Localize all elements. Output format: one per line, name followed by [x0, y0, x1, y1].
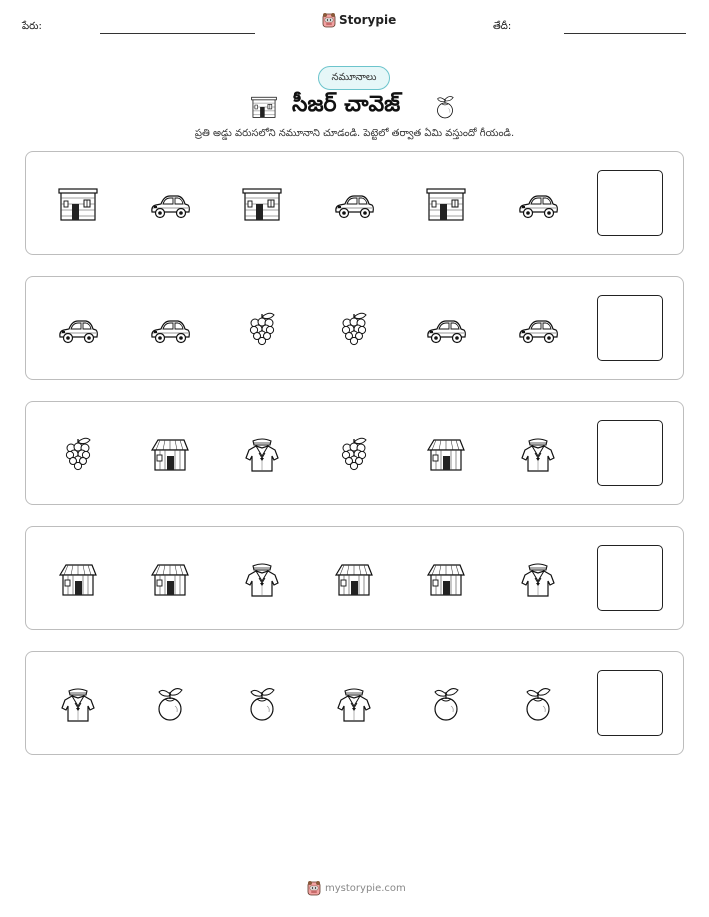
building-icon: [240, 184, 284, 224]
pattern-row: [25, 151, 684, 255]
mascot-icon: [307, 880, 321, 896]
tomato-icon: [148, 684, 192, 724]
brand-name: Storypie: [339, 13, 397, 27]
car-icon: [516, 184, 560, 224]
name-label: పేరు:: [22, 21, 42, 32]
car-icon: [332, 184, 376, 224]
sailor-icon: [240, 434, 284, 474]
answer-box[interactable]: [597, 545, 663, 611]
tomato-icon: [424, 684, 468, 724]
building-icon: [56, 184, 100, 224]
name-field-line[interactable]: [100, 33, 255, 34]
house-icon: [148, 434, 192, 474]
pattern-row: [25, 526, 684, 630]
instructions: ప్రతి అడ్డు వరుసలోని నమూనాని చూడండి. పెట్టెలో తర్వాత ఏమి వస్తుందో గీయండి.: [194, 128, 515, 139]
car-icon: [148, 184, 192, 224]
sailor-icon: [516, 434, 560, 474]
tomato-icon: [430, 92, 460, 122]
grapes-icon: [332, 309, 376, 349]
title-row: [0, 92, 709, 122]
tomato-icon: [516, 684, 560, 724]
date-label: తేదీ:: [493, 21, 512, 32]
footer: [307, 880, 406, 896]
pattern-row: [25, 276, 684, 380]
car-icon: [56, 309, 100, 349]
worksheet-header: [0, 0, 709, 50]
storypie-logo: [322, 12, 396, 28]
pattern-row: [25, 651, 684, 755]
answer-box[interactable]: [597, 670, 663, 736]
car-icon: [516, 309, 560, 349]
sailor-icon: [240, 559, 284, 599]
sailor-icon: [516, 559, 560, 599]
tomato-icon: [240, 684, 284, 724]
answer-box[interactable]: [597, 170, 663, 236]
mascot-icon: [322, 12, 336, 28]
house-icon: [332, 559, 376, 599]
sailor-icon: [56, 684, 100, 724]
car-icon: [424, 309, 468, 349]
house-icon: [424, 434, 468, 474]
answer-box[interactable]: [597, 295, 663, 361]
grapes-icon: [240, 309, 284, 349]
building-icon: [249, 94, 279, 120]
answer-box[interactable]: [597, 420, 663, 486]
date-field-line[interactable]: [564, 33, 686, 34]
car-icon: [148, 309, 192, 349]
grapes-icon: [332, 434, 376, 474]
building-icon: [424, 184, 468, 224]
house-icon: [424, 559, 468, 599]
topic-badge: నమూనాలు: [318, 66, 390, 90]
house-icon: [56, 559, 100, 599]
pattern-row: [25, 401, 684, 505]
page-title: సీజర్ చావెజ్: [292, 92, 401, 117]
house-icon: [148, 559, 192, 599]
sailor-icon: [332, 684, 376, 724]
footer-url[interactable]: mystorypie.com: [325, 882, 406, 894]
grapes-icon: [56, 434, 100, 474]
